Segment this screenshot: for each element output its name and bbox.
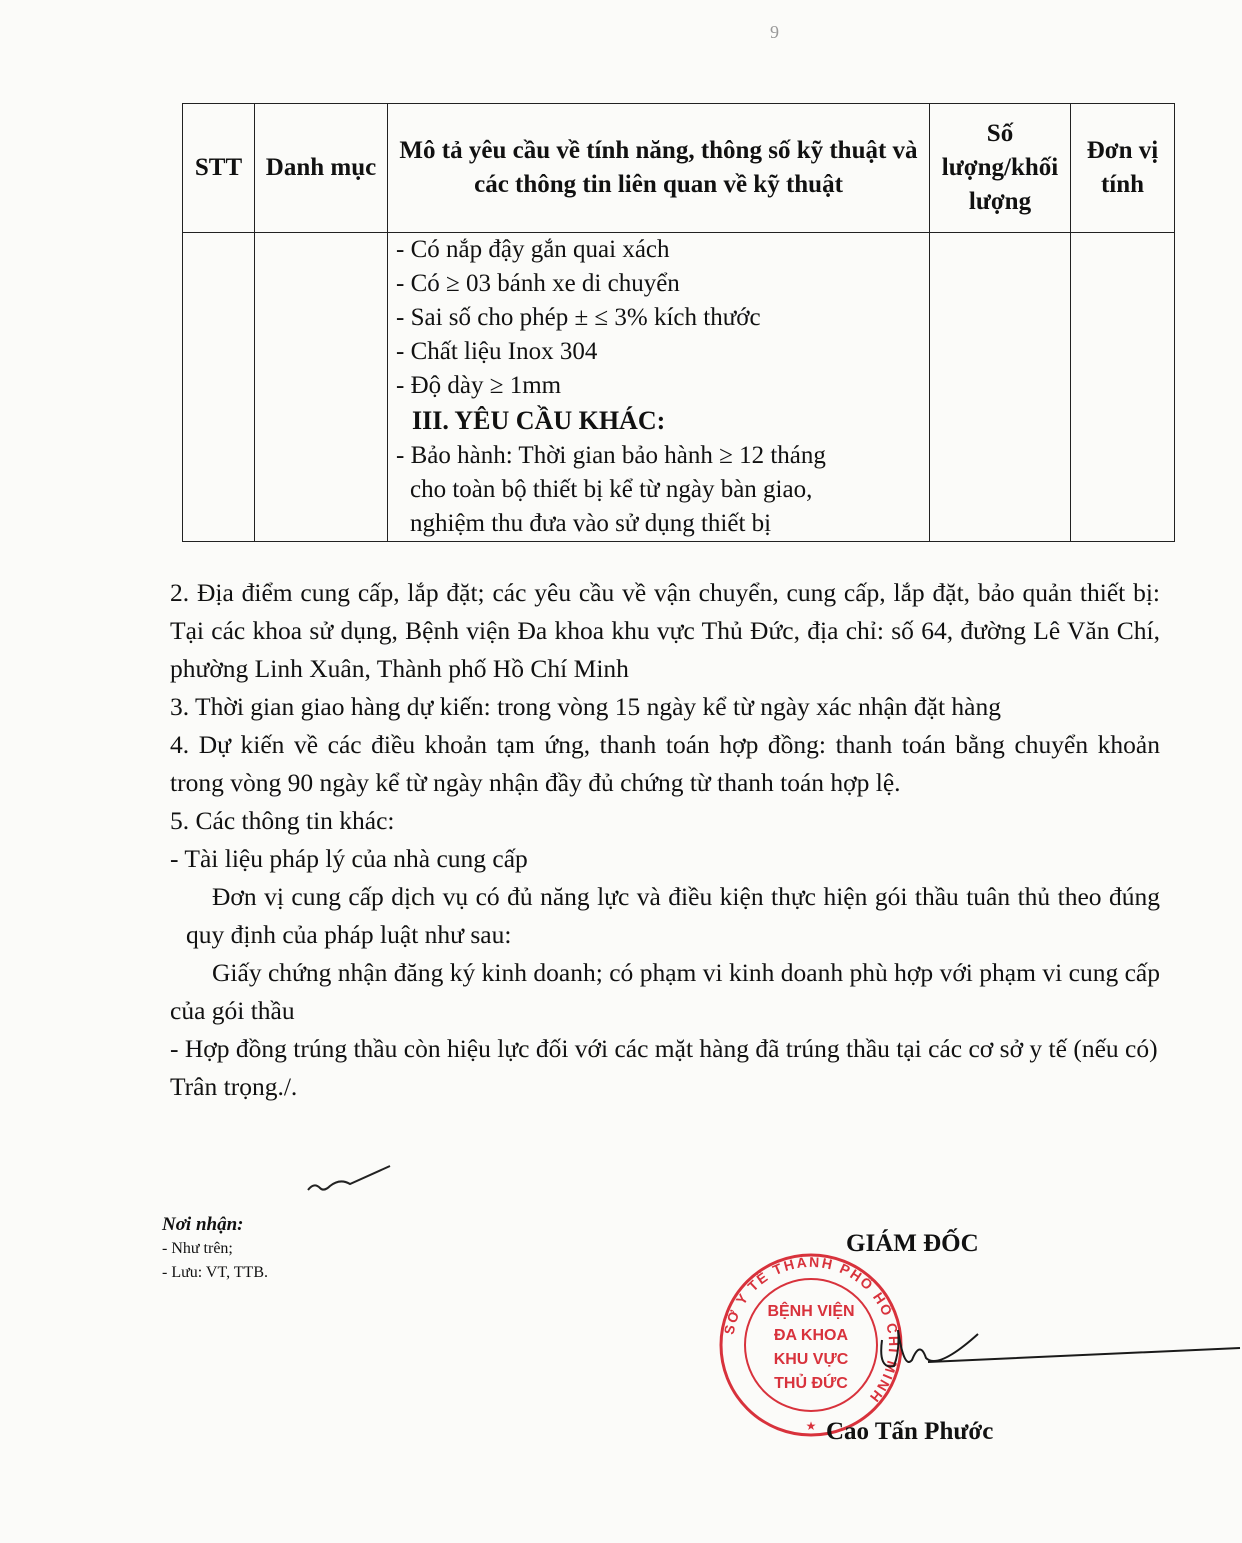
handwritten-signature-icon (868, 1300, 1242, 1400)
recipient-item: - Như trên; (162, 1240, 233, 1257)
license-paragraph: Giấy chứng nhận đăng ký kinh doanh; có phạm vi kinh doanh phù hợp với phạm vi cung cấp của gói thầu (170, 958, 1160, 1025)
svg-text:THỦ ĐỨC: THỦ ĐỨC (774, 1375, 848, 1392)
cell-quantity (930, 233, 1071, 542)
body-text (170, 574, 1160, 1106)
closing-line: Trân trọng./. (170, 1072, 298, 1101)
spec-line: - Chất liệu Inox 304 (396, 338, 598, 365)
header-quantity: Số lượng/khối lượng (930, 104, 1071, 233)
director-title: GIÁM ĐỐC (846, 1230, 979, 1257)
recipients (162, 1213, 268, 1285)
legal-docs-line: - Tài liệu pháp lý của nhà cung cấp (170, 844, 528, 873)
table-row (183, 233, 1175, 542)
table-header-row (183, 104, 1175, 233)
svg-text:KHU VỰC: KHU VỰC (773, 1351, 849, 1368)
spec-line: - Có nắp đậy gắn quai xách (396, 236, 670, 263)
recipients-title: Nơi nhận: (162, 1214, 244, 1235)
svg-text:BỆNH VIỆN: BỆNH VIỆN (767, 1303, 855, 1320)
spec-line: - Sai số cho phép ± ≤ 3% kích thước (396, 304, 761, 331)
contract-paragraph: - Hợp đồng trúng thầu còn hiệu lực đối với các mặt hàng đã trúng thầu tại các cơ sở y tế (nếu có) (170, 1034, 1158, 1063)
other-requirements-heading: III. YÊU CẦU KHÁC: (412, 406, 666, 435)
cell-unit (1071, 233, 1175, 542)
cell-category (255, 233, 388, 542)
delivery-location-paragraph: 2. Địa điểm cung cấp, lắp đặt; các yêu cầu về vận chuyển, cung cấp, lắp đặt, bảo quản thiết bị: Tại các khoa sử dụng, Bệnh viện Đa khoa khu vực Thủ Đức, địa chỉ: số 64, đường Lê Văn Chí, phường Linh Xuân, Thành phố Hồ Chí Minh (170, 578, 1160, 683)
spec-line: - Độ dày ≥ 1mm (396, 372, 562, 399)
header-stt: STT (183, 104, 255, 233)
director-name: Cao Tấn Phước (826, 1418, 994, 1445)
initial-mark-icon (300, 1160, 400, 1210)
warranty-line: - Bảo hành: Thời gian bảo hành ≥ 12 tháng (396, 442, 826, 469)
header-category: Danh mục (255, 104, 388, 233)
cell-description (388, 233, 930, 542)
warranty-line: nghiệm thu đưa vào sử dụng thiết bị (410, 510, 772, 537)
svg-text:SỞ Y TẾ THÀNH PHỐ HỒ CHÍ MINH: SỞ Y TẾ THÀNH PHỐ HỒ CHÍ MINH (720, 1253, 903, 1407)
recipient-item: - Lưu: VT, TTB. (162, 1264, 268, 1281)
spec-line: - Có ≥ 03 bánh xe di chuyển (396, 270, 680, 297)
header-unit: Đơn vị tính (1071, 104, 1175, 233)
delivery-time-paragraph: 3. Thời gian giao hàng dự kiến: trong vòng 15 ngày kể từ ngày xác nhận đặt hàng (170, 692, 1001, 721)
other-info-heading: 5. Các thông tin khác: (170, 806, 395, 835)
svg-text:ĐA KHOA: ĐA KHOA (773, 1327, 849, 1344)
cell-stt (183, 233, 255, 542)
payment-terms-paragraph: 4. Dự kiến về các điều khoản tạm ứng, thanh toán hợp đồng: thanh toán bằng chuyển khoản trong vòng 90 ngày kể từ ngày nhận đầy đủ chứng từ thanh toán hợp lệ. (170, 730, 1160, 797)
page-mark: 9 (770, 22, 779, 42)
capability-paragraph: Đơn vị cung cấp dịch vụ có đủ năng lực và điều kiện thực hiện gói thầu tuân thủ theo đúng quy định của pháp luật như sau: (186, 882, 1160, 949)
svg-text:★: ★ (805, 1419, 817, 1433)
warranty-line: cho toàn bộ thiết bị kể từ ngày bàn giao, (410, 476, 813, 503)
spec-table (182, 103, 1175, 542)
header-description: Mô tả yêu cầu về tính năng, thông số kỹ thuật và các thông tin liên quan về kỹ thuật (388, 104, 930, 233)
